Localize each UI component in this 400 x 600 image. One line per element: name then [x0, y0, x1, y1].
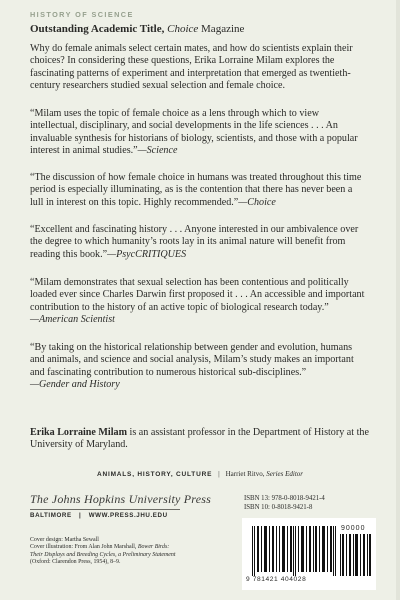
review-attribution: —American Scientist: [30, 313, 115, 325]
series-name: ANIMALS, HISTORY, CULTURE: [96, 471, 213, 478]
award-suffix: Magazine: [201, 23, 245, 35]
review-line: intellectual, disciplinary, and social developments in the life sciences . . . An: [30, 120, 338, 132]
review-line: period is especially illuminating, as is the contention that there has never been a: [30, 184, 353, 196]
series-editor: Harriet Ritvo,: [225, 470, 265, 478]
ean-barcode-bars: [252, 526, 336, 576]
review-line: loaded ever since Charles Darwin first proposed it . . . An accessible and important: [30, 289, 365, 301]
ean-number: 9 781421 404028: [246, 576, 307, 583]
credit-illustration: Cover illustration: From Alan John Marshall,: [30, 544, 137, 551]
isbn-13: ISBN 13: 978-0-8018-9421-4: [244, 495, 325, 502]
isbn-10: ISBN 10: 0-8018-9421-8: [244, 504, 313, 511]
award-title: Outstanding Academic Title,: [30, 23, 165, 35]
bio-line: University of Maryland.: [30, 439, 128, 451]
review-line: the degree to which humanity’s roots lay in its animal nature will benefit from: [30, 236, 346, 248]
review-attribution: —Gender and History: [30, 378, 120, 390]
review-line: and fascinating contribution to numerous historical sub-disciplines.”: [30, 366, 307, 378]
intro-line: choices? In considering these questions, Erika Lorraine Milam explores the: [30, 55, 335, 67]
review-line: interest in animal studies.”: [30, 144, 138, 156]
credit-book-title: Bower Birds:: [137, 544, 170, 551]
review-line: lull in interest on this topic. Highly recommended.”: [30, 196, 239, 208]
cover-edge: [396, 0, 400, 600]
author-name: Erika Lorraine Milam: [30, 427, 127, 438]
publisher-city: BALTIMORE: [30, 512, 72, 519]
author-bio: [30, 427, 376, 452]
intro-paragraph: [30, 43, 376, 92]
bio-line: is an assistant professor in the Department of History at the: [129, 427, 369, 438]
review-american-scientist: [30, 277, 376, 326]
review-line: reading this book.”: [30, 248, 108, 260]
credit-publication: (Oxford: Clarendon Press, 1954), 8–9.: [30, 559, 121, 566]
cover-credits: [30, 537, 230, 567]
series-editor-role: Series Editor: [266, 470, 303, 478]
credit-design: Cover design: Martha Sewall: [30, 537, 99, 543]
review-line: “Milam uses the topic of female choice as a lens through which to view: [30, 108, 319, 119]
review-attribution: —Science: [137, 144, 178, 156]
publisher-url: WWW.PRESS.JHU.EDU: [88, 512, 168, 519]
intro-line: Why do female animals select certain mates, and how do scientists explain their: [30, 43, 353, 54]
review-attribution: —Choice: [238, 196, 276, 208]
review-line: “Excellent and fascinating history . . . Anyone interested in our ambivalence over: [30, 224, 359, 235]
review-line: “The discussion of how female choice in humans was treated throughout this time: [30, 172, 362, 183]
addon-number: 90000: [341, 525, 366, 532]
review-gender-history: [30, 342, 376, 391]
series-editor-line: ANIMALS, HISTORY, CULTURE | Harriet Ritvo, Series Editor: [96, 470, 303, 478]
review-line: contribution to the history of an active topic of biological research today.”: [30, 301, 329, 313]
review-science: [30, 108, 376, 157]
publisher-divider: [30, 509, 180, 510]
intro-line: fascinating patterns of experiment and interpretation that emerged as twentieth-: [30, 67, 351, 79]
publisher-logo: The Johns Hopkins University Press: [30, 492, 211, 506]
addon-barcode-bars: [340, 534, 372, 576]
award-source: Choice: [167, 23, 199, 35]
credit-book-subtitle: Their Displays and Breeding Cycles, a Preliminary Statement: [30, 551, 176, 558]
intro-line: century researchers studied sexual selection and female choice.: [30, 79, 286, 91]
publisher-address: BALTIMORE | WWW.PRESS.JHU.EDU: [30, 512, 168, 519]
barcode: [242, 518, 376, 590]
review-line: “Milam demonstrates that sexual selection has been contentious and politically: [30, 277, 349, 288]
award-line: [30, 23, 244, 35]
review-choice: [30, 172, 376, 209]
series-label: HISTORY OF SCIENCE: [30, 10, 134, 19]
review-line: “By taking on the historical relationship between gender and evolution, humans: [30, 342, 353, 353]
review-psyccritiques: [30, 224, 376, 261]
review-line: invaluable synthesis for historians of biology, scientists, and those with a popular: [30, 132, 358, 144]
review-attribution: —PsycCRITIQUES: [107, 248, 187, 260]
review-line: and animals, and science and social analysis, Milam’s study makes an important: [30, 354, 354, 366]
